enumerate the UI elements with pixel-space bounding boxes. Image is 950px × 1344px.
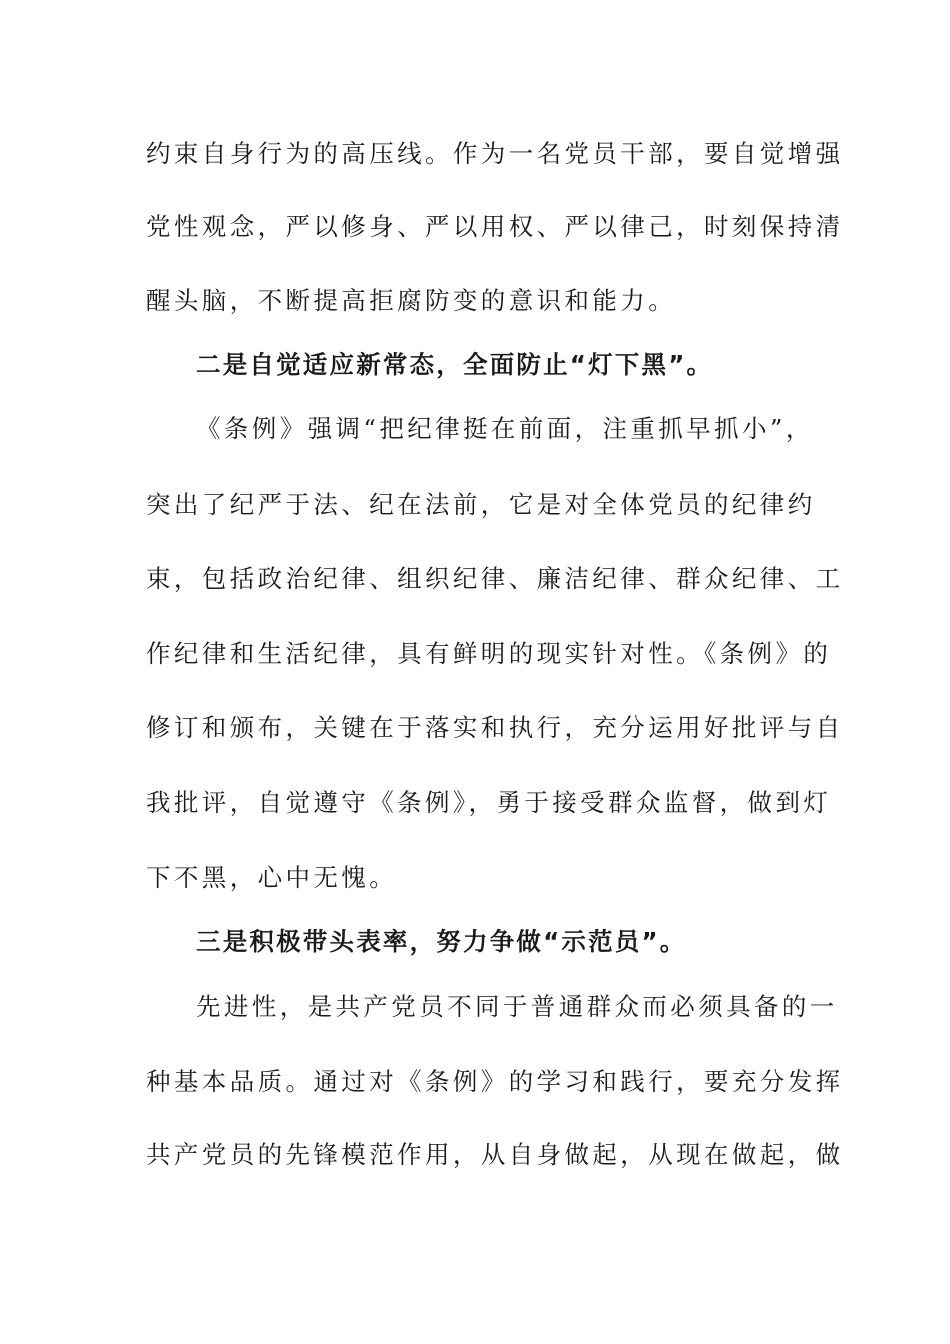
paragraph-line: 种基本品质。通过对《条例》的学习和践行，要充分发挥 bbox=[146, 1067, 844, 1096]
paragraph-line: 下不黑，心中无愧。 bbox=[146, 863, 398, 892]
paragraph-line: 约束自身行为的高压线。作为一名党员干部，要自觉增强 bbox=[146, 139, 844, 168]
paragraph-line: 先进性，是共产党员不同于普通群众而必须具备的一 bbox=[196, 992, 838, 1021]
paragraph-line: 醒头脑，不断提高拒腐防变的意识和能力。 bbox=[146, 286, 677, 315]
paragraph-line: 突出了纪严于法、纪在法前，它是对全体党员的纪律约 bbox=[146, 490, 816, 519]
paragraph-line: 共产党员的先锋模范作用，从自身做起，从现在做起，做 bbox=[146, 1140, 844, 1169]
paragraph-line: 修订和颁布，关键在于落实和执行，充分运用好批评与自 bbox=[146, 713, 844, 742]
paragraph-line: 束，包括政治纪律、组织纪律、廉洁纪律、群众纪律、工 bbox=[146, 564, 844, 593]
paragraph-line: 《条例》强调“把纪律挺在前面，注重抓早抓小”， bbox=[196, 414, 814, 443]
section-heading-3: 三是积极带头表率，努力争做“示范员”。 bbox=[196, 927, 687, 956]
paragraph-line: 党性观念，严以修身、严以用权、严以律己，时刻保持清 bbox=[146, 212, 844, 241]
paragraph-line: 作纪律和生活纪律，具有鲜明的现实针对性。《条例》的 bbox=[146, 639, 832, 668]
paragraph-line: 我批评，自觉遵守《条例》，勇于接受群众监督，做到灯 bbox=[146, 788, 832, 817]
section-heading-2: 二是自觉适应新常态，全面防止“灯下黑”。 bbox=[196, 350, 714, 379]
